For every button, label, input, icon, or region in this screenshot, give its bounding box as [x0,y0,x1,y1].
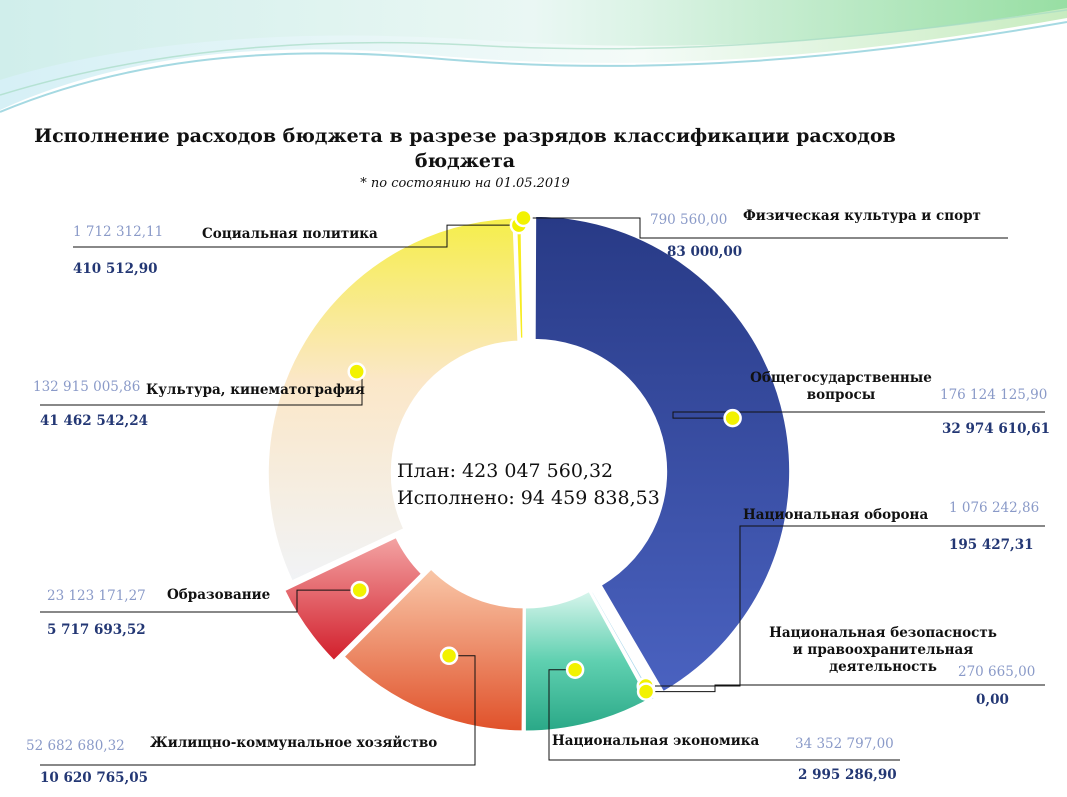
chart-title-line1: Исполнение расходов бюджета в разрезе разрядов классификации расходов [34,125,896,147]
label-obshchegos: Общегосударственные вопросы [750,370,932,403]
plan-bezopasnost: 270 665,00 [958,664,1036,680]
done-oborona: 195 427,31 [949,537,1034,553]
done-socpolitika: 410 512,90 [73,261,158,277]
center-done-label: Исполнено: [397,487,515,509]
label-socpolitika: Социальная политика [202,226,378,242]
label-kultura: Культура, кинематография [146,382,365,398]
slice-kultura [268,218,518,581]
done-obshchegos: 32 974 610,61 [942,421,1051,437]
label-fizkultura: Физическая культура и спорт [743,208,981,224]
plan-zhkh: 52 682 680,32 [26,738,125,754]
center-plan [397,460,613,482]
done-kultura: 41 462 542,24 [40,413,149,429]
marker-zhkh [441,648,457,664]
label-oborona: Национальная оборона [743,507,929,523]
plan-oborona: 1 076 242,86 [949,500,1040,516]
marker-obshchegos [725,410,741,426]
label-zhkh: Жилищно-коммунальное хозяйство [150,735,438,751]
plan-ekonomika: 34 352 797,00 [795,736,894,752]
label-obrazovanie: Образование [167,587,271,603]
done-ekonomika: 2 995 286,90 [798,767,897,783]
chart-subtitle: * по состоянию на 01.05.2019 [360,176,570,191]
center-done [397,487,660,509]
chart-title-line2: бюджета [414,150,516,172]
marker-bezopasnost [638,684,654,700]
plan-obrazovanie: 23 123 171,27 [47,588,146,604]
done-fizkultura: 83 000,00 [667,244,743,260]
marker-obrazovanie [352,582,368,598]
center-plan-label: План: [397,460,457,482]
marker-kultura [349,364,365,380]
plan-kultura: 132 915 005,86 [33,379,141,395]
done-obrazovanie: 5 717 693,52 [47,622,146,638]
marker-fizkultura [515,210,531,226]
center-done-value: 94 459 838,53 [520,487,660,509]
label-ekonomika: Национальная экономика [552,733,760,749]
label-bezopasnost: Национальная безопасность и правоохранительная деятельность [769,625,997,675]
plan-fizkultura: 790 560,00 [650,212,728,228]
plan-socpolitika: 1 712 312,11 [73,224,164,240]
marker-ekonomika [567,662,583,678]
done-zhkh: 10 620 765,05 [40,770,149,786]
done-bezopasnost: 0,00 [976,692,1009,708]
center-plan-value: 423 047 560,32 [462,460,614,482]
plan-obshchegos: 176 124 125,90 [940,387,1048,403]
